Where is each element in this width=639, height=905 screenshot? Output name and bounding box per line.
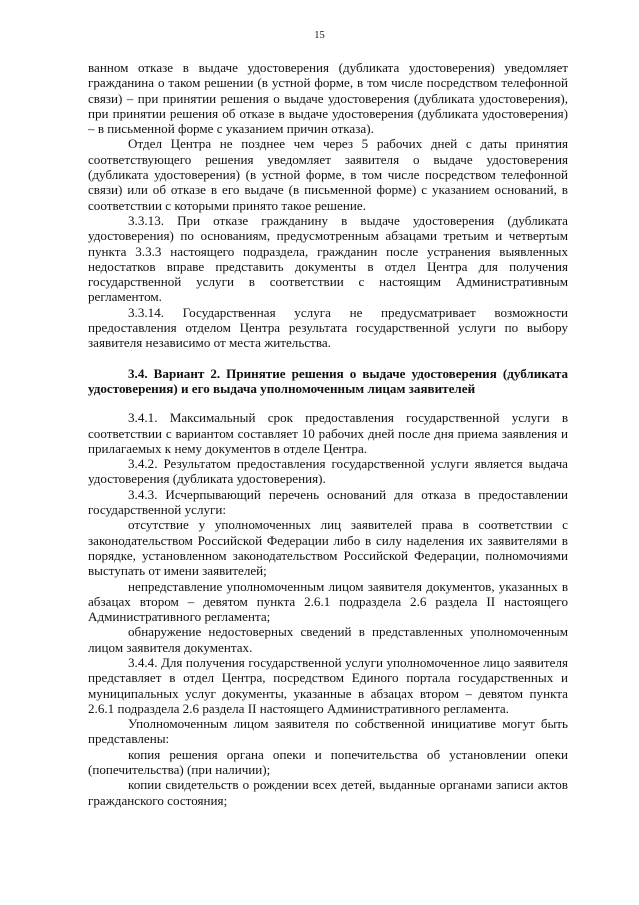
list-item-refusal-ground: непредставление уполномоченным лицом заявителя документов, указанных в абзацах втором – девятом пункта 2.6.1 подраздела 2.6 раздела II настоящего Административного регламента; [88, 578, 568, 625]
section-heading-3-4: 3.4. Вариант 2. Принятие решения о выдаче удостоверения (дубликата удостоверения) и его выдача уполномоченным лицам заявителей [88, 365, 568, 396]
list-item-refusal-ground: обнаружение недостоверных сведений в представленных уполномоченным лицом заявителя документах. [88, 624, 568, 655]
paragraph-optional-documents: Уполномоченным лицом заявителя по собственной инициативе могут быть представлены: [88, 716, 568, 747]
paragraph-notification: Отдел Центра не позднее чем через 5 рабочих дней с даты принятия соответствующего решения уведомляет заявителя о выдаче удостоверения (дубликата удостоверения) (в устной форме, в том числе посредством телефонной связи) или об отказе в его выдаче (в письменной форме) с указанием оснований, в соответствии с которыми принято такое решение. [88, 136, 568, 213]
document-body [88, 60, 568, 808]
paragraph-3-4-4: 3.4.4. Для получения государственной услуги уполномоченное лицо заявителя представляет в отдел Центра, посредством Единого портала государственных и муниципальных услуг документы, указанные в абзацах втором – девятом пункта 2.6.1 подраздела 2.6 раздела II настоящего Административного регламента. [88, 654, 568, 716]
list-item-document: копия решения органа опеки и попечительства об установлении опеки (попечительства) (при наличии); [88, 746, 568, 778]
list-item-refusal-ground: отсутствие у уполномоченных лиц заявителей права в соответствии с законодательством Российской Федерации либо в силу наделения их заявителями в порядке, установленном законодательством Российской Федерации, полномочиями выступать от имени заявителей; [88, 517, 568, 579]
paragraph-3-4-3: 3.4.3. Исчерпывающий перечень оснований для отказа в предоставлении государственной услуги: [88, 486, 568, 518]
page-number: 15 [314, 30, 325, 41]
paragraph-3-3-14: 3.3.14. Государственная услуга не предусматривает возможности предоставления отделом Центра результата государственной услуги по выбору заявителя независимо от места жительства. [88, 304, 568, 351]
paragraph-3-3-13: 3.3.13. При отказе гражданину в выдаче удостоверения (дубликата удостоверения) по основаниям, предусмотренным абзацами третьим и четвертым пункта 3.3.3 настоящего подраздела, гражданин после устранения выявленных недостатков вправе представить документы в отдел Центра для получения государственной услуги в соответствии с настоящим Административным регламентом. [88, 212, 568, 305]
list-item-document: копии свидетельств о рождении всех детей, выданные органами записи актов гражданского состояния; [88, 777, 568, 808]
paragraph-3-4-1: 3.4.1. Максимальный срок предоставления государственной услуги в соответствии с вариантом составляет 10 рабочих дней после дня приема заявления и прилагаемых к нему документов в отделе Центра. [88, 410, 568, 456]
paragraph-continuation: ванном отказе в выдаче удостоверения (дубликата удостоверения) уведомляет гражданина о таком решении (в устной форме, в том числе посредством телефонной связи) – при принятии решения о выдаче удостоверения (дубликата удостоверения), при принятии решения об отказе в выдаче удостоверения (дубликата удостоверения) – в письменной форме с указанием причин отказа). [88, 60, 568, 137]
paragraph-3-4-2: 3.4.2. Результатом предоставления государственной услуги является выдача удостоверения (дубликата удостоверения). [88, 456, 568, 487]
